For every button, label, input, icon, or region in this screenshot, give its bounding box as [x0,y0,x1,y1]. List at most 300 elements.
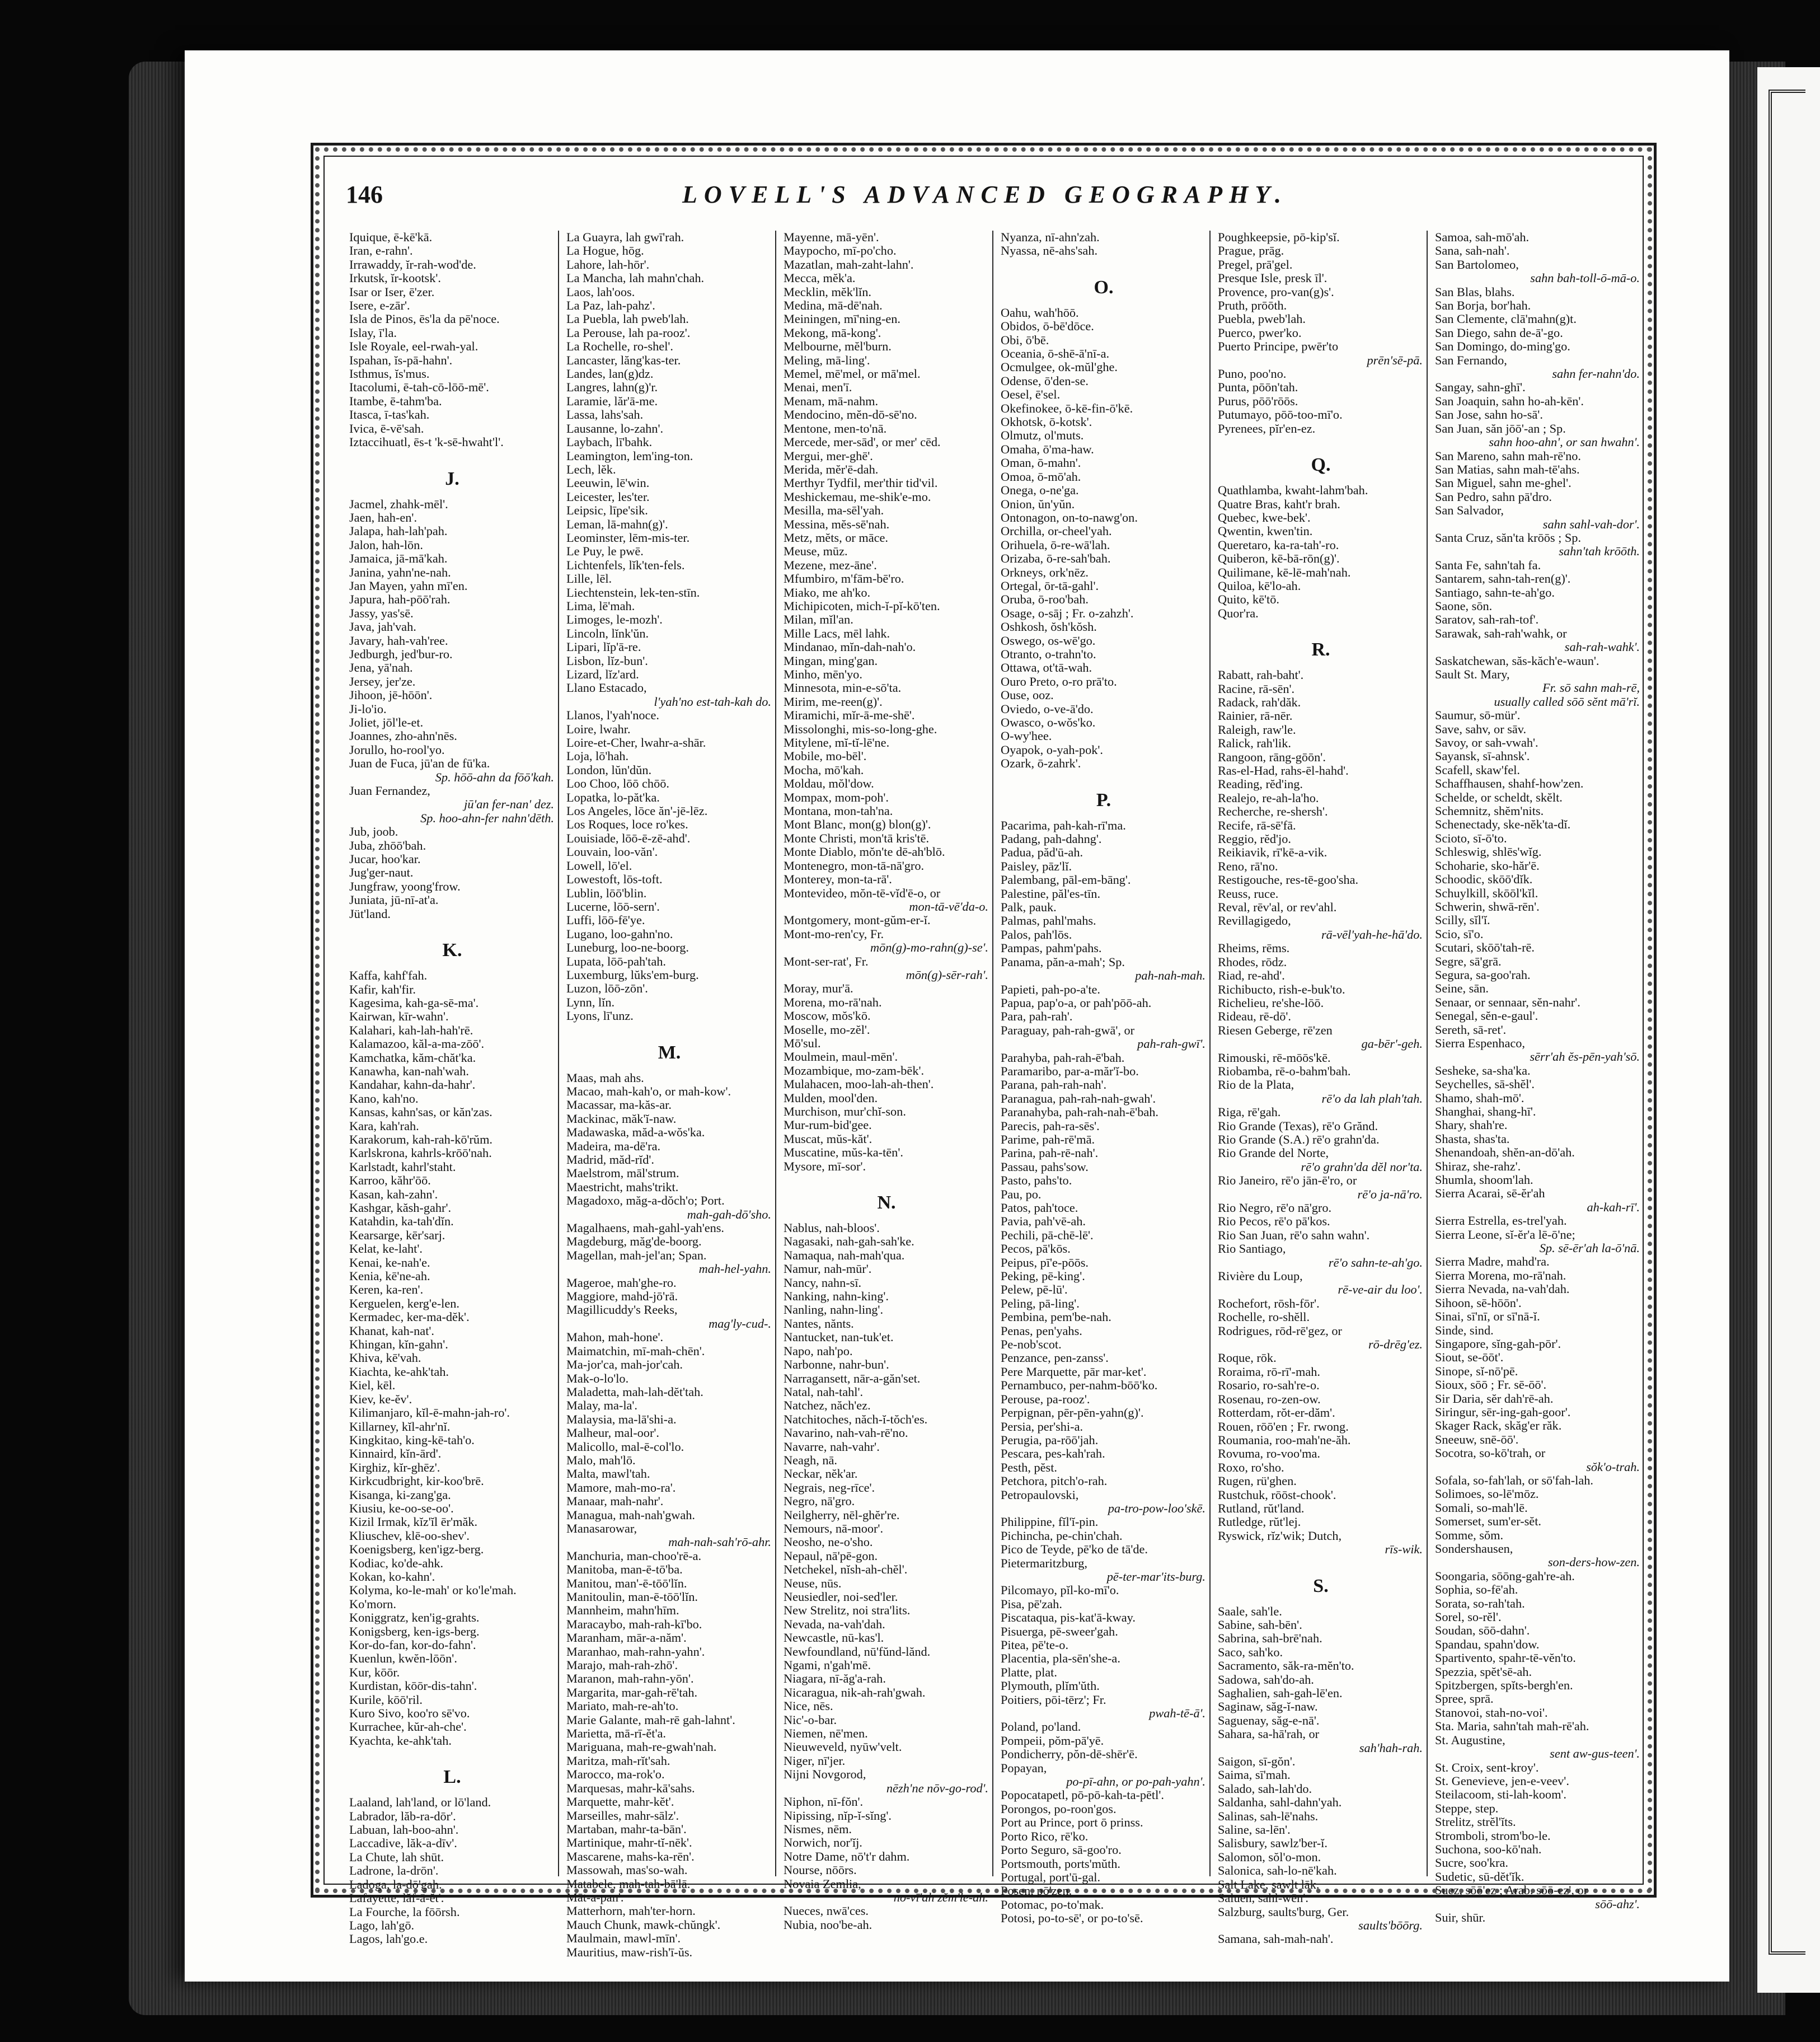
gazetteer-entry: Salzburg, saults'burg, Ger. [1218,1904,1349,1919]
gazetteer-entry: Le Puy, le pwē. [566,544,644,559]
gazetteer-entry: Potosi, po-to-sē', or po-to'sē. [1001,1911,1143,1926]
gazetteer-entry: Mak-o-lo'lo. [566,1371,629,1385]
gazetteer-entry: Oviedo, o-ve-ā'do. [1001,701,1094,716]
gazetteer-entry: Purus, pōō'rōōs. [1218,394,1298,408]
gazetteer-entry: Lynn, lĭn. [566,995,615,1009]
gazetteer-entry: Montevideo, mŏn-tē-vĭd'ē-o, or [784,886,941,900]
gazetteer-entry: Landes, lan(g)dz. [566,367,654,381]
gazetteer-entry: Pelew, pē-lū'. [1001,1282,1068,1297]
gazetteer-entry: Sondershausen, [1435,1542,1513,1556]
gazetteer-entry: Mitylene, mĭ-tĭ-lē'ne. [784,736,890,750]
gazetteer-entry: Metz, mĕts, or māce. [784,530,888,545]
gazetteer-entry: Murchison, mur'chĭ-son. [784,1104,906,1118]
gazetteer-entry: Kiusiu, ke-oo-se-oo'. [349,1501,454,1515]
gazetteer-entry: Ouro Preto, o-ro prā'to. [1001,674,1117,689]
gazetteer-entry: Moulmein, maul-mēn'. [784,1050,898,1064]
gazetteer-entry: San Diego, sahn de-ā'-go. [1435,325,1563,340]
gazetteer-entry: Riad, re-ahd'. [1218,968,1285,983]
section-letter-heading: N. [877,1192,896,1214]
gazetteer-entry: Nevada, na-vah'dah. [784,1617,885,1631]
gazetteer-entry: Saumur, sō-mür'. [1435,708,1521,723]
gazetteer-entry: Orihuela, ō-re-wā'lah. [1001,537,1110,552]
gazetteer-entry: Irkutsk, ĭr-kootsk'. [349,271,441,285]
gazetteer-entry: Petchora, pitch'o-rah. [1001,1474,1108,1488]
entry-continuation: sahn sahl-vah-dor'. [1542,517,1640,531]
gazetteer-entry: Niagara, nī-ăg'a-rah. [784,1671,886,1686]
gazetteer-entry: Porto Seguro, sā-goo'ro. [1001,1843,1122,1857]
gazetteer-entry: Niger, nī'jer. [784,1753,846,1768]
gazetteer-entry: Kirkcudbright, kir-koo'brē. [349,1474,484,1488]
gazetteer-entry: Punta, pōōn'tah. [1218,380,1298,395]
gazetteer-entry: Pescara, pes-kah'rah. [1001,1446,1105,1461]
gazetteer-entry: Quathlamba, kwaht-lahm'bah. [1218,483,1368,498]
gazetteer-entry: Santiago, sahn-te-ah'go. [1435,585,1555,600]
gazetteer-entry: Obidos, ō-bē'dōce. [1001,319,1094,334]
gazetteer-entry: Samana, sah-mah-nah'. [1218,1932,1334,1946]
gazetteer-entry: Salado, sah-lah'do. [1218,1781,1312,1796]
gazetteer-entry: Kerguelen, kerg'e-len. [349,1296,459,1310]
gazetteer-entry: Padua, păd'ū-ah. [1001,845,1083,860]
gazetteer-entry: Java, jah'vah. [349,620,416,634]
gazetteer-entry: Negro, nā'gro. [784,1494,855,1509]
gazetteer-entry: Montenegro, mon-tā-nā'gro. [784,858,925,873]
gazetteer-entry: Perouse, pa-rooz'. [1001,1392,1090,1406]
gazetteer-entry: Sinde, sind. [1435,1323,1494,1337]
gazetteer-entry: Monte Christi, mon'tā kris'tē. [784,831,930,845]
gazetteer-entry: Mannheim, mahn'hīm. [566,1603,679,1618]
gazetteer-entry: Reno, rā'no. [1218,859,1278,873]
gazetteer-entry: Nic'-o-bar. [784,1712,837,1727]
gazetteer-entry: Kolyma, ko-le-mah' or ko'le'mah. [349,1583,517,1598]
gazetteer-entry: Labrador, lăb-ra-dōr'. [349,1809,456,1823]
gazetteer-entry: Meiningen, mī'ning-en. [784,312,900,326]
gazetteer-entry: Okefinokee, ō-kē-fin-ō'kē. [1001,401,1133,415]
gazetteer-entry: Schuylkill, skōōl'kĭl. [1435,886,1538,900]
gazetteer-entry: Narbonne, nahr-bun'. [784,1357,889,1372]
gazetteer-entry: Jassy, yas'sē. [349,606,414,620]
gazetteer-entry: Saratov, sah-rah-tof'. [1435,612,1539,627]
gazetteer-entry: Posen, pō'zen. [1001,1884,1072,1898]
gazetteer-entry: Maranhao, mah-rahn-yahn'. [566,1644,705,1659]
gazetteer-entry: Padang, pah-dahng'. [1001,832,1102,846]
gazetteer-entry: Mulden, mool'den. [784,1090,878,1105]
gazetteer-entry: Lopatka, lo-păt'ka. [566,790,660,804]
gazetteer-entry: Revillagigedo, [1218,914,1291,928]
gazetteer-entry: Porto Rico, rē'ko. [1001,1829,1089,1843]
gazetteer-entry: Loo Choo, lōō chōō. [566,776,669,791]
index-column [343,230,557,1946]
gazetteer-entry: Loja, lō'hah. [566,749,629,764]
gazetteer-entry: Merthyr Tydfil, mer'thir tid'vil. [784,476,938,490]
gazetteer-entry: Steppe, step. [1435,1801,1499,1815]
gazetteer-entry: Shiraz, she-rahz'. [1435,1159,1521,1173]
gazetteer-entry: Reval, rēv'al, or rev'ahl. [1218,900,1337,915]
gazetteer-entry: Laybach, lī'bahk. [566,435,653,449]
gazetteer-entry: Roumania, roo-mah'ne-ăh. [1218,1432,1351,1447]
gazetteer-entry: Magellan, mah-jel'an; Span. [566,1248,707,1262]
gazetteer-entry: Ralick, rah'lik. [1218,736,1291,751]
gazetteer-entry: Nijni Novgorod, [784,1767,866,1782]
gazetteer-entry: Roxo, ro'sho. [1218,1460,1284,1474]
gazetteer-entry: Mont-mo-ren'cy, Fr. [784,926,884,941]
gazetteer-entry: Pampas, pahm'pahs. [1001,941,1102,956]
gazetteer-entry: Lausanne, lo-zahn'. [566,421,664,435]
entry-continuation: ga-bēr'-geh. [1361,1037,1423,1051]
gazetteer-entry: Sioux, sōō ; Fr. sē-ōō'. [1435,1378,1547,1392]
gazetteer-entry: Spitzbergen, spĭts-bergh'en. [1435,1678,1573,1693]
adjacent-page-edge [1757,67,1820,1993]
entry-continuation: mon-tā-vē'da-o. [909,899,988,914]
gazetteer-entry: Porongos, po-roon'gos. [1001,1801,1117,1816]
gazetteer-entry: Neagh, nā. [784,1453,837,1467]
gazetteer-entry: Lancaster, lăng'kas-ter. [566,353,681,367]
gazetteer-entry: St. Genevieve, jen-e-veev'. [1435,1773,1569,1788]
gazetteer-entry: Segura, sa-goo'rah. [1435,967,1531,982]
gazetteer-entry: Somerset, sum'er-sĕt. [1435,1514,1541,1529]
gazetteer-entry: Nanling, nahn-ling'. [784,1303,884,1317]
gazetteer-entry: Marietta, mā-rī-ĕt'a. [566,1726,666,1741]
gazetteer-entry: Oahu, wah'hōō. [1001,305,1079,320]
gazetteer-entry: Newcastle, nū-kas'l. [784,1631,884,1645]
gazetteer-entry: Lupata, lōō-pah'tah. [566,954,666,968]
gazetteer-entry: Mackinac, măk'ĭ-naw. [566,1111,677,1126]
index-column [1428,230,1643,1924]
gazetteer-entry: Neilgherry, nēl-ghĕr're. [784,1507,900,1522]
gazetteer-entry: San Salvador, [1435,503,1504,518]
section-letter-heading: L. [443,1767,461,1788]
gazetteer-entry: Ko'morn. [349,1596,396,1611]
gazetteer-entry: Quiloa, kē'lo-ah. [1218,578,1301,593]
gazetteer-entry: Persia, per'shi-a. [1001,1419,1083,1434]
gazetteer-entry: Islay, ī'la. [349,325,397,340]
gazetteer-entry: Oman, ō-mahn'. [1001,456,1081,470]
gazetteer-entry: Suir, shūr. [1435,1910,1486,1924]
section-letter-heading: O. [1094,277,1114,298]
gazetteer-entry: Kenai, ke-nah'e. [349,1255,430,1270]
section-letter-heading: S. [1313,1575,1329,1596]
entry-continuation: l'yah'no est-tah-kah do. [654,694,771,709]
gazetteer-entry: Leominster, lēm-mis-ter. [566,530,690,545]
gazetteer-entry: Minnesota, min-e-sō'ta. [784,681,902,695]
gazetteer-entry: Nourse, nōōrs. [784,1863,857,1877]
gazetteer-entry: Joannes, zho-ahn'nēs. [349,729,457,743]
gazetteer-entry: Natchitoches, năch-ĭ-tŏch'es. [784,1412,928,1426]
gazetteer-entry: London, lŭn'dŭn. [566,762,652,777]
gazetteer-entry: Mergui, mer-ghē'. [784,448,873,463]
gazetteer-entry: La Paz, lah-pahz'. [566,298,655,313]
gazetteer-entry: Limoges, le-mozh'. [566,612,663,627]
gazetteer-entry: Sarawak, sah-rah'wahk, or [1435,626,1567,640]
gazetteer-entry: Maracaybo, mah-rah-kī'bo. [566,1617,702,1631]
gazetteer-entry: San Mareno, sahn mah-rē'no. [1435,448,1581,463]
gazetteer-entry: Magillicuddy's Reeks, [566,1303,678,1317]
gazetteer-entry: Solimoes, so-lē'mōz. [1435,1487,1539,1501]
entry-continuation: mōn(g)-sēr-rah'. [906,967,988,982]
gazetteer-entry: La Fourche, la fōōrsh. [349,1904,460,1919]
gazetteer-entry: Karlstadt, kahrl'staht. [349,1159,456,1174]
gazetteer-entry: Kor-do-fan, kor-do-fahn'. [349,1638,476,1652]
gazetteer-entry: Passau, pahs'sow. [1001,1159,1089,1174]
gazetteer-entry: Matabele, mah-tah-bā'lā. [566,1876,691,1891]
gazetteer-entry: Quor'ra. [1218,606,1259,620]
gazetteer-entry: Sofala, so-fah'lah, or sō'fah-lah. [1435,1473,1593,1487]
gazetteer-entry: Kiel, kēl. [349,1378,396,1393]
gazetteer-entry: Ottawa, ot'tā-wah. [1001,661,1092,675]
gazetteer-entry: Schoodic, skōō'dĭk. [1435,872,1533,887]
gazetteer-entry: Koenigsberg, ken'igz-berg. [349,1542,484,1557]
gazetteer-entry: La Perouse, lah pa-rooz'. [566,325,691,340]
gazetteer-entry: Rouen, rōō'en ; Fr. rwong. [1218,1419,1349,1434]
gazetteer-entry: Ivica, ē-vē'sah. [349,421,424,435]
entry-continuation: rē'o sahn-te-ah'go. [1328,1255,1423,1270]
gazetteer-entry: Mazatlan, mah-zaht-lahn'. [784,257,914,271]
gazetteer-entry: Malaysia, ma-lā'shi-a. [566,1412,677,1426]
gazetteer-entry: Marseilles, mahr-sālz'. [566,1808,679,1823]
gazetteer-entry: Manitoulin, man-ē-tōō'lĭn. [566,1590,698,1604]
gazetteer-entry: Isere, e-zār'. [349,298,410,313]
gazetteer-entry: Portugal, port'ū-gal. [1001,1870,1101,1884]
gazetteer-entry: Roque, rōk. [1218,1351,1277,1365]
gazetteer-entry: Sierra Madre, mahd'ra. [1435,1254,1550,1269]
entry-continuation: sŏk'o-trah. [1586,1459,1640,1474]
gazetteer-entry: Kurrachee, kŭr-ah-che'. [349,1720,467,1734]
gazetteer-entry: Rimouski, rē-mōōs'kē. [1218,1050,1331,1065]
gazetteer-entry: Matterhorn, mah'ter-horn. [566,1904,696,1918]
gazetteer-entry: Menai, men'ī. [784,380,852,395]
gazetteer-entry: Pondicherry, pŏn-dē-shēr'ē. [1001,1747,1138,1762]
entry-continuation: po-pī-ahn, or po-pah-yahn'. [1066,1774,1205,1789]
gazetteer-entry: La Chute, lah shūt. [349,1849,444,1864]
gazetteer-entry: Kandahar, kahn-da-hahr'. [349,1078,476,1092]
gazetteer-entry: Nieuweveld, nyūw'velt. [784,1740,902,1754]
gazetteer-entry: Saale, sah'le. [1218,1604,1282,1618]
gazetteer-entry: Rhodes, rōdz. [1218,954,1287,969]
gazetteer-entry: Japura, hah-pōō'rah. [349,592,451,607]
gazetteer-entry: Sorata, so-rah'tah. [1435,1596,1525,1610]
gazetteer-entry: Mercede, mer-sād', or mer' cēd. [784,435,941,449]
gazetteer-entry: Lucerne, lōō-sern'. [566,899,660,914]
gazetteer-entry: Jucar, hoo'kar. [349,852,421,867]
gazetteer-entry: Pechili, pā-chē-lē'. [1001,1228,1094,1242]
gazetteer-entry: Spree, sprā. [1435,1692,1494,1706]
gazetteer-entry: Orizaba, ō-re-sah'bah. [1001,551,1111,566]
gazetteer-entry: Salisbury, sawlz'ber-ĭ. [1218,1836,1328,1851]
gazetteer-entry: San Bartolomeo, [1435,257,1519,271]
gazetteer-entry: Palmas, pahl'mahs. [1001,914,1096,928]
gazetteer-entry: Saguenay, săg-e-nā'. [1218,1713,1320,1727]
gazetteer-entry: Schenectady, ske-nĕk'ta-dĭ. [1435,817,1571,832]
gazetteer-entry: Schelde, or scheldt, skĕlt. [1435,790,1563,804]
gazetteer-entry: Luneburg, loo-ne-boorg. [566,940,689,955]
gazetteer-entry: Lipari, lĭp'ā-re. [566,640,641,654]
entry-continuation: usually called sōō sĕnt mā'rĭ. [1494,694,1640,709]
gazetteer-entry: Missolonghi, mis-so-long-ghe. [784,722,937,736]
gazetteer-entry: Rodrigues, rōd-rē'gez, or [1218,1323,1342,1338]
gazetteer-entry: Kyachta, ke-ahk'tah. [349,1733,452,1748]
gazetteer-entry: Oswego, os-wē'go. [1001,633,1096,648]
gazetteer-entry: Salonica, sah-lo-nē'kah. [1218,1863,1337,1878]
entry-continuation: rīs-wik. [1385,1542,1423,1557]
gazetteer-entry: Lichtenfels, lĭk'ten-fels. [566,558,685,572]
gazetteer-entry: Sana, sah-nah'. [1435,243,1510,258]
gazetteer-entry: Koniggratz, ken'ig-grahts. [349,1610,480,1625]
gazetteer-entry: Manasarowar, [566,1521,637,1535]
gazetteer-entry: Ortegal, ōr-tā-gahl'. [1001,578,1099,593]
gazetteer-entry: Lincoln, lĭnk'ŭn. [566,626,649,640]
column-rule [558,231,559,1876]
gazetteer-entry: Kuro Sivo, koo'ro sē'vo. [349,1706,470,1721]
gazetteer-entry: Shenandoah, shĕn-an-dō'ah. [1435,1145,1575,1160]
gazetteer-entry: Soongaria, sōōng-gah're-ah. [1435,1568,1575,1583]
gazetteer-entry: Lowell, lō'el. [566,858,632,873]
gazetteer-entry: Jedburgh, jed'bur-ro. [349,647,453,661]
gazetteer-entry: Queretaro, ka-ra-tah'-ro. [1218,537,1339,552]
gazetteer-entry: Sudetic, sū-dĕt'ĭk. [1435,1869,1525,1884]
gazetteer-entry: Piscataqua, pis-kat'ā-kway. [1001,1610,1136,1625]
gazetteer-entry: Nantes, nănts. [784,1316,854,1331]
gazetteer-entry: Peling, pā-ling'. [1001,1296,1080,1310]
gazetteer-entry: Narragansett, nār-a-găn'set. [784,1371,921,1385]
gazetteer-entry: Magdeburg, măg'de-boorg. [566,1234,702,1249]
gazetteer-entry: Sault St. Mary, [1435,667,1510,681]
entry-continuation: rē'o ja-nā'ro. [1357,1187,1423,1201]
gazetteer-entry: Laos, lah'oos. [566,284,635,299]
column-rule [1209,231,1211,1876]
gazetteer-entry: Roraima, rō-rī'-mah. [1218,1364,1320,1379]
gazetteer-entry: Sierra Morena, mo-rā'nah. [1435,1268,1566,1282]
gazetteer-entry: Paraguay, pah-rah-gwā', or [1001,1023,1135,1037]
gazetteer-entry: Perugia, pa-rōō'jah. [1001,1432,1099,1447]
entry-continuation: prēn'sē-pā. [1367,353,1423,367]
gazetteer-entry: Nablus, nah-bloos'. [784,1221,880,1235]
gazetteer-entry: Kurdistan, kōōr-dis-tahn'. [349,1679,477,1693]
gazetteer-entry: Pico de Teyde, pē'ko de tā'de. [1001,1542,1148,1557]
gazetteer-entry: Margarita, mar-gah-rē'tah. [566,1685,698,1699]
gazetteer-entry: Malheur, mal-oor'. [566,1426,659,1440]
gazetteer-entry: Rivière du Loup, [1218,1269,1303,1284]
gazetteer-entry: Mur-rum-bid'gee. [784,1118,872,1132]
gazetteer-entry: Jüt'land. [349,906,391,921]
gazetteer-entry: Papieti, pah-po-a'te. [1001,982,1100,996]
gazetteer-entry: Kashgar, kăsh-gahr'. [349,1201,452,1215]
gazetteer-entry: Lafayette, lăf-ā-ĕt'. [349,1891,444,1905]
gazetteer-entry: Mendocino, mĕn-dō-sē'no. [784,408,917,422]
gazetteer-entry: Kodiac, ko'de-ahk. [349,1556,444,1570]
gazetteer-entry: Macao, mah-kah'o, or mah-kow'. [566,1084,731,1098]
gazetteer-entry: Mille Lacs, mēl lahk. [784,626,890,640]
gazetteer-entry: Massowah, mas'so-wah. [566,1863,688,1877]
gazetteer-entry: Leicester, les'ter. [566,489,650,504]
gazetteer-entry: Pasto, pahs'to. [1001,1173,1072,1188]
gazetteer-entry: Neuse, nūs. [784,1576,842,1590]
gazetteer-entry: Ocmulgee, ok-mŭl'ghe. [1001,360,1118,374]
gazetteer-entry: Javary, hah-vah'ree. [349,633,448,648]
gazetteer-entry: Rio Grande del Norte, [1218,1146,1329,1160]
gazetteer-entry: Maestricht, mahs'trikt. [566,1179,679,1194]
gazetteer-entry: Seychelles, sā-shĕl'. [1435,1077,1535,1092]
gazetteer-entry: Mecklin, mĕk'lĭn. [784,284,871,299]
gazetteer-entry: Reading, rĕd'ing. [1218,777,1303,791]
gazetteer-entry: Rutland, rŭt'land. [1218,1501,1305,1515]
gazetteer-entry: Shumla, shoom'lah. [1435,1173,1533,1187]
gazetteer-entry: Rochelle, ro-shĕll. [1218,1310,1310,1324]
gazetteer-entry: Onega, o-ne'ga. [1001,483,1079,498]
section-letter-heading: K. [442,940,462,961]
column-rule [1427,231,1428,1876]
gazetteer-entry: Pere Marquette, pār mar-ket'. [1001,1364,1147,1379]
gazetteer-entry: Singapore, sĭng-gah-pōr'. [1435,1336,1561,1351]
gazetteer-entry: Juniata, jū-nī-at'a. [349,893,439,907]
gazetteer-entry: St. Croix, sent-kroy'. [1435,1760,1539,1774]
gazetteer-entry: Kiachta, ke-ahk'tah. [349,1364,449,1379]
gazetteer-entry: Orchilla, or-cheel'yah. [1001,524,1112,538]
gazetteer-entry: Poughkeepsie, pō-kip'sĭ. [1218,230,1340,244]
gazetteer-entry: Mompax, mom-poh'. [784,790,889,804]
gazetteer-entry: Recife, rā-sē'fā. [1218,818,1296,832]
gazetteer-entry: Rio Pecos, rē'o pā'kos. [1218,1214,1330,1229]
entry-continuation: sahn fer-nahn'do. [1552,367,1640,381]
gazetteer-entry: Olmutz, ol'muts. [1001,428,1084,443]
gazetteer-entry: Rosario, ro-sah're-o. [1218,1378,1320,1393]
gazetteer-entry: Mayenne, mā-yēn'. [784,230,879,244]
gazetteer-entry: Shasta, shas'ta. [1435,1131,1510,1146]
gazetteer-entry: Pecos, pā'kōs. [1001,1242,1071,1256]
gazetteer-entry: Kagesima, kah-ga-sē-ma'. [349,995,479,1010]
gazetteer-entry: Malay, ma-la'. [566,1398,638,1413]
gazetteer-entry: Saldanha, sahl-dahn'yah. [1218,1795,1342,1810]
gazetteer-entry: Konigsberg, ken-igs-berg. [349,1624,480,1638]
gazetteer-entry: Siringur, sēr-ing-gah-goor'. [1435,1404,1571,1419]
gazetteer-entry: Marocco, ma-rok'o. [566,1767,665,1782]
gazetteer-entry: Kafir, kah'fir. [349,982,416,996]
gazetteer-entry: Mariguana, mah-re-gwah'nah. [566,1740,717,1754]
gazetteer-entry: Riesen Geberge, rē'zen [1218,1023,1333,1037]
gazetteer-entry: Mariato, mah-re-ah'to. [566,1699,679,1713]
gazetteer-entry: Obi, ō'bē. [1001,332,1049,347]
gazetteer-entry: Sabine, sah-bēn'. [1218,1617,1302,1632]
gazetteer-entry: Mingan, ming'gan. [784,653,878,668]
gazetteer-entry: Macassar, ma-kăs-ar. [566,1098,672,1112]
gazetteer-entry: Rio Santiago, [1218,1242,1286,1256]
gazetteer-entry: Sihoon, sē-hōōn'. [1435,1295,1522,1310]
entry-continuation: rē'o da lah plah'tah. [1321,1091,1423,1106]
gazetteer-entry: Luzon, lōō-zōn'. [566,981,648,996]
gazetteer-entry: Kuenlun, kwĕn-lōōn'. [349,1651,457,1666]
section-letter-heading: M. [658,1042,681,1063]
gazetteer-entry: Lago, lah'gō. [349,1918,415,1932]
gazetteer-entry: New Strelitz, noi stra'lits. [784,1603,911,1618]
gazetteer-entry: Napo, nah'po. [784,1343,853,1358]
gazetteer-entry: Rosenau, ro-zen-ow. [1218,1392,1321,1406]
gazetteer-entry: Los Angeles, lōce ăn'-jē-lēz. [566,804,708,818]
gazetteer-entry: Maritza, mah-rĭt'sah. [566,1753,670,1768]
gazetteer-entry: Jena, yā'nah. [349,661,413,675]
gazetteer-entry: La Guayra, lah gwī'rah. [566,230,684,244]
index-column [1211,230,1426,1946]
gazetteer-entry: Jacmel, zhahk-mēl'. [349,497,448,511]
gazetteer-entry: Katahdin, ka-tah'dĭn. [349,1214,454,1229]
gazetteer-entry: Jihoon, jē-hōōn'. [349,688,433,702]
gazetteer-entry: Juba, zhōō'bah. [349,838,426,853]
gazetteer-entry: Santa Fe, sahn'tah fa. [1435,558,1541,572]
gazetteer-entry: Placentia, pla-sēn'she-a. [1001,1651,1120,1666]
gazetteer-entry: Lagos, lah'go.e. [349,1932,428,1946]
gazetteer-entry: Samoa, sah-mō'ah. [1435,230,1530,244]
gazetteer-entry: Irrawaddy, ĭr-rah-wod'de. [349,257,476,271]
gazetteer-entry: Isthmus, ĭs'mus. [349,367,430,381]
gazetteer-entry: Lassa, lahs'sah. [566,408,644,422]
gazetteer-entry: Sierra Leone, sĭ-ĕr'a lē-ō'ne; [1435,1227,1575,1242]
